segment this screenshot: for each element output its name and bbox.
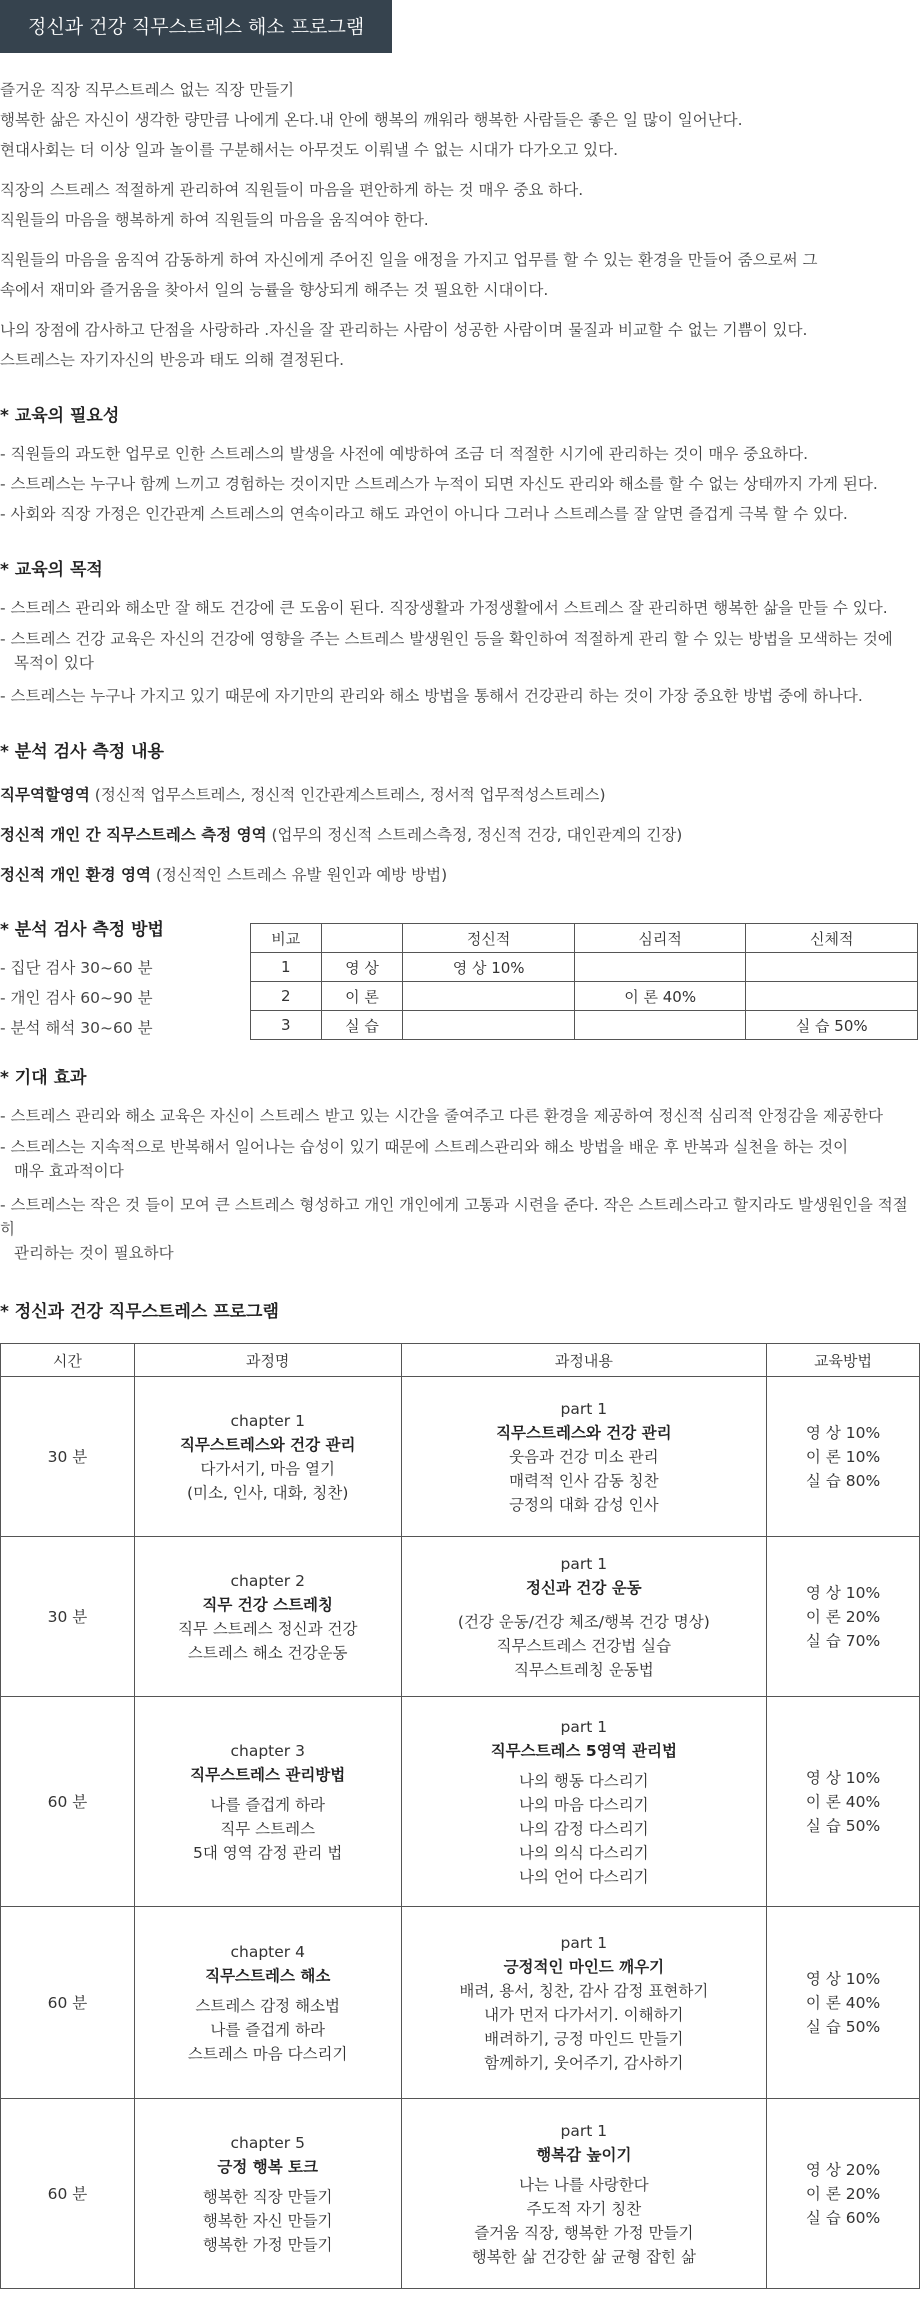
part-line: 행복한 삶 건강한 삶 균형 잡힌 삶	[471, 2247, 696, 2266]
part-line: 내가 먼저 다가서기. 이해하기	[484, 2005, 684, 2024]
table-cell	[746, 982, 918, 1011]
table-cell	[746, 953, 918, 982]
list-item: - 집단 검사 30~60 분	[0, 959, 153, 977]
part-line: 웃음과 건강 미소 관리	[509, 1447, 659, 1466]
part-label: part 1	[560, 1554, 608, 1573]
page-title: 정신과 건강 직무스트레스 해소 프로그램	[0, 0, 392, 53]
table-row	[251, 982, 918, 1011]
list-item-text: - 스트레스 건강 교육은 자신의 건강에 영향을 주는 스트레스 발생원인 등을 확인하여 적절하게 관리 할 수 있는 방법을 모색하는 것에	[0, 630, 893, 648]
chapter-line: 5대 영역 감정 관리 법	[193, 1843, 343, 1862]
method-line: 이 론 40%	[805, 1792, 881, 1811]
method-line: 영 상 10%	[805, 1969, 881, 1988]
chapter-line: (미소, 인사, 대화, 칭찬)	[186, 1483, 349, 1502]
list-item: - 직원들의 과도한 업무로 인한 스트레스의 발생을 사전에 예방하여 조금 더 적절한 시기에 관리하는 것이 매우 중요하다.	[0, 445, 809, 463]
list-item	[0, 1131, 920, 1189]
list-item: - 스트레스 관리와 해소만 잘 해도 건강에 큰 도움이 된다. 직장생활과 가정생활에서 스트레스 잘 관리하면 행복한 삶을 만들 수 있다.	[0, 599, 888, 617]
chapter-label: chapter 4	[230, 1942, 305, 1961]
intro-text: 직원들의 마음을 행복하게 하여 직원들의 마음을 움직여야 한다.	[0, 211, 429, 229]
method-line: 이 론 20%	[805, 2184, 881, 2203]
method-line: 이 론 20%	[805, 1607, 881, 1626]
section-heading: * 기대 효과	[0, 1068, 87, 1088]
intro-text: 직원들의 마음을 움직여 감동하게 하여 자신에게 주어진 일을 애정을 가지고 업무를 할 수 있는 환경을 만들어 줌으로써 그	[0, 251, 818, 269]
table-row	[1, 1377, 920, 1537]
table-header-row	[251, 924, 918, 953]
content-cell	[401, 1907, 767, 2099]
time-cell: 30 분	[1, 1377, 135, 1537]
table-row	[251, 1011, 918, 1040]
section-heading: * 교육의 목적	[0, 560, 103, 580]
table-cell: 영 상	[321, 953, 403, 982]
course-cell	[134, 1697, 401, 1907]
method-cell	[767, 1537, 920, 1697]
part-line: 배려, 용서, 칭찬, 감사 감정 표현하기	[459, 1981, 709, 2000]
chapter-line: 직무 스트레스	[220, 1819, 316, 1838]
intro-text: 행복한 삶은 자신이 생각한 량만큼 나에게 온다.내 안에 행복의 깨워라 행복한 사람들은 좋은 일 많이 일어난다.	[0, 111, 743, 129]
table-cell: 실 습	[321, 1011, 403, 1040]
part-title: 정신과 건강 운동	[526, 1578, 642, 1597]
method-line: 영 상 10%	[805, 1768, 881, 1787]
intro-text: 스트레스는 자기자신의 반응과 태도 의해 결정된다.	[0, 351, 344, 369]
time-cell: 60 분	[1, 1907, 135, 2099]
list-item	[0, 855, 920, 895]
method-line: 영 상 10%	[805, 1583, 881, 1602]
table-cell: 2	[251, 982, 322, 1011]
method-cell	[767, 2099, 920, 2289]
list-item	[0, 775, 920, 815]
course-cell	[134, 1537, 401, 1697]
part-line: 나의 감정 다스리기	[519, 1819, 649, 1838]
chapter-title: 직무스트레스와 건강 관리	[179, 1435, 356, 1454]
list-item	[0, 623, 920, 681]
intro-text: 현대사회는 더 이상 일과 놀이를 구분해서는 아무것도 이뤄낼 수 없는 시대가 다가오고 있다.	[0, 141, 619, 159]
effect-section	[0, 1063, 920, 1271]
section-heading: * 정신과 건강 직무스트레스 프로그램	[0, 1302, 279, 1322]
intro-text: 속에서 재미와 즐거움을 찾아서 일의 능률을 향상되게 해주는 것 필요한 시대이다.	[0, 281, 549, 299]
bold-label: 정신적 개인 환경 영역	[0, 866, 151, 884]
intro-text: 나의 장점에 감사하고 단점을 사랑하라 .자신을 잘 관리하는 사람이 성공한 사람이며 물질과 비교할 수 없는 기쁨이 있다.	[0, 321, 808, 339]
list-item: - 스트레스는 누구나 가지고 있기 때문에 자기만의 관리와 해소 방법을 통해서 건강관리 하는 것이 가장 중요한 방법 중에 하나다.	[0, 687, 863, 705]
method-line: 실 습 80%	[805, 1471, 881, 1490]
detail-text: (업무의 정신적 스트레스측정, 정신적 건강, 대인관계의 긴장)	[266, 826, 683, 844]
method-line: 실 습 50%	[805, 2017, 881, 2036]
table-cell: 영 상 10%	[403, 953, 575, 982]
method-line: 이 론 40%	[805, 1993, 881, 2012]
part-line: 나의 마음 다스리기	[519, 1795, 649, 1814]
method-cell	[767, 1907, 920, 2099]
part-line: 나의 언어 다스리기	[519, 1867, 649, 1886]
part-title: 직무스트레스와 건강 관리	[496, 1423, 672, 1442]
chapter-line: 다가서기, 마음 열기	[200, 1459, 335, 1478]
list-item-text: 목적이 있다	[14, 654, 94, 672]
table-header-cell: 교육방법	[767, 1344, 920, 1377]
part-line: 나의 행동 다스리기	[519, 1771, 649, 1790]
table-header-cell: 과정내용	[401, 1344, 767, 1377]
method-table	[250, 923, 918, 1040]
table-header-cell: 신체적	[746, 924, 918, 953]
chapter-label: chapter 5	[230, 2133, 305, 2152]
table-cell	[403, 982, 575, 1011]
chapter-line: 스트레스 해소 건강운동	[187, 1643, 348, 1662]
chapter-title: 직무스트레스 해소	[205, 1966, 331, 1985]
part-label: part 1	[560, 2121, 608, 2140]
method-line: 실 습 60%	[805, 2208, 881, 2227]
table-header-cell: 과정명	[134, 1344, 401, 1377]
method-line: 영 상 20%	[805, 2160, 881, 2179]
list-item-text: - 스트레스는 작은 것 들이 모여 큰 스트레스 형성하고 개인 개인에게 고통과 시련을 준다. 작은 스트레스라고 할지라도 발생원인을 적절히	[0, 1196, 908, 1238]
part-line: (건강 운동/건강 체조/행복 건강 명상)	[457, 1612, 710, 1631]
chapter-line: 스트레스 감정 해소법	[195, 1996, 341, 2015]
table-cell	[574, 1011, 746, 1040]
purpose-section	[0, 555, 920, 711]
intro-text: 직장의 스트레스 적절하게 관리하여 직원들이 마음을 편안하게 하는 것 매우 중요 하다.	[0, 181, 584, 199]
table-header-cell: 심리적	[574, 924, 746, 953]
method-section	[0, 915, 920, 1043]
table-cell: 1	[251, 953, 322, 982]
method-line: 실 습 50%	[805, 1816, 881, 1835]
part-line: 주도적 자기 칭찬	[526, 2199, 642, 2218]
chapter-line: 직무 스트레스 정신과 건강	[177, 1619, 358, 1638]
table-header-row	[1, 1344, 920, 1377]
part-label: part 1	[560, 1933, 608, 1952]
list-item: - 스트레스 관리와 해소 교육은 자신이 스트레스 받고 있는 시간을 줄여주고 다른 환경을 제공하여 정신적 심리적 안정감을 제공한다	[0, 1107, 883, 1125]
part-label: part 1	[560, 1399, 608, 1418]
table-cell	[574, 953, 746, 982]
part-line: 직무스트레스 건강법 실습	[496, 1636, 672, 1655]
chapter-title: 직무스트레스 관리방법	[190, 1765, 346, 1784]
list-item: - 사회와 직장 가정은 인간관계 스트레스의 연속이라고 해도 과언이 아니다 그러나 스트레스를 잘 알면 즐겁게 극복 할 수 있다.	[0, 505, 848, 523]
analysis-section	[0, 737, 920, 895]
course-cell	[134, 1907, 401, 2099]
table-row	[1, 1537, 920, 1697]
table-cell: 이 론 40%	[574, 982, 746, 1011]
table-row	[1, 2099, 920, 2289]
part-line: 나는 나를 사랑한다	[519, 2175, 649, 2194]
section-heading: * 교육의 필요성	[0, 406, 120, 426]
part-line: 나의 의식 다스리기	[519, 1843, 649, 1862]
chapter-label: chapter 1	[230, 1411, 305, 1430]
method-line: 이 론 10%	[805, 1447, 881, 1466]
method-line: 영 상 10%	[805, 1423, 881, 1442]
part-line: 매력적 인사 감동 칭찬	[509, 1471, 659, 1490]
table-cell: 실 습 50%	[746, 1011, 918, 1040]
chapter-line: 행복한 자신 만들기	[202, 2211, 333, 2230]
program-section	[0, 1297, 920, 2289]
chapter-title: 직무 건강 스트레칭	[202, 1595, 333, 1614]
part-line: 긍정의 대화 감성 인사	[509, 1495, 659, 1514]
table-cell	[403, 1011, 575, 1040]
table-cell: 3	[251, 1011, 322, 1040]
chapter-line: 스트레스 마음 다스리기	[187, 2044, 348, 2063]
time-cell: 60 분	[1, 2099, 135, 2289]
intro-tagline: 즐거운 직장 직무스트레스 없는 직장 만들기	[0, 81, 295, 99]
detail-text: (정신적 업무스트레스, 정신적 인간관계스트레스, 정서적 업무적성스트레스)	[89, 786, 606, 804]
list-item: - 개인 검사 60~90 분	[0, 989, 153, 1007]
part-label: part 1	[560, 1717, 608, 1736]
intro-section	[0, 75, 920, 375]
section-heading: * 분석 검사 측정 내용	[0, 742, 164, 762]
method-cell	[767, 1377, 920, 1537]
section-heading: * 분석 검사 측정 방법	[0, 920, 164, 940]
part-title: 긍정적인 마인드 깨우기	[503, 1957, 665, 1976]
content-cell	[401, 2099, 767, 2289]
part-line: 즐거움 직장, 행복한 가정 만들기	[474, 2223, 694, 2242]
time-cell: 30 분	[1, 1537, 135, 1697]
method-line: 실 습 70%	[805, 1631, 881, 1650]
list-item	[0, 1189, 920, 1271]
part-line: 직무스트레칭 운동법	[513, 1660, 654, 1679]
chapter-line: 나를 즐겁게 하라	[210, 2020, 326, 2039]
program-table	[0, 1343, 920, 2289]
table-header-cell	[321, 924, 403, 953]
spacer	[406, 1600, 763, 1610]
table-header-cell: 정신적	[403, 924, 575, 953]
part-title: 행복감 높이기	[536, 2145, 632, 2164]
list-item-text: 관리하는 것이 필요하다	[14, 1244, 174, 1262]
method-cell	[767, 1697, 920, 1907]
chapter-line: 행복한 가정 만들기	[202, 2235, 333, 2254]
list-item: - 분석 해석 30~60 분	[0, 1019, 153, 1037]
bold-label: 정신적 개인 간 직무스트레스 측정 영역	[0, 826, 267, 844]
chapter-title: 긍정 행복 토크	[217, 2157, 319, 2176]
list-item: - 스트레스는 누구나 함께 느끼고 경험하는 것이지만 스트레스가 누적이 되면 자신도 관리와 해소를 할 수 없는 상태까지 가게 된다.	[0, 475, 878, 493]
time-cell: 60 분	[1, 1697, 135, 1907]
content-cell	[401, 1697, 767, 1907]
list-item-text: 매우 효과적이다	[14, 1162, 124, 1180]
course-cell	[134, 2099, 401, 2289]
detail-text: (정신적인 스트레스 유발 원인과 예방 방법)	[150, 866, 448, 884]
content-cell	[401, 1377, 767, 1537]
content-cell	[401, 1537, 767, 1697]
chapter-line: 나를 즐겁게 하라	[210, 1795, 326, 1814]
chapter-label: chapter 3	[230, 1741, 305, 1760]
bold-label: 직무역할영역	[0, 786, 90, 804]
course-cell	[134, 1377, 401, 1537]
table-header-cell: 비교	[251, 924, 322, 953]
need-section	[0, 401, 920, 529]
table-row	[1, 1697, 920, 1907]
chapter-label: chapter 2	[230, 1571, 305, 1590]
part-line: 함께하기, 웃어주기, 감사하기	[484, 2053, 684, 2072]
table-row	[1, 1907, 920, 2099]
chapter-line: 행복한 직장 만들기	[202, 2187, 333, 2206]
table-header-cell: 시간	[1, 1344, 135, 1377]
list-item	[0, 815, 920, 855]
table-cell: 이 론	[321, 982, 403, 1011]
list-item-text: - 스트레스는 지속적으로 반복해서 일어나는 습성이 있기 때문에 스트레스관리와 해소 방법을 배운 후 반복과 실천을 하는 것이	[0, 1138, 849, 1156]
part-line: 배려하기, 긍정 마인드 만들기	[484, 2029, 684, 2048]
table-row	[251, 953, 918, 982]
part-title: 직무스트레스 5영역 관리법	[490, 1741, 677, 1760]
